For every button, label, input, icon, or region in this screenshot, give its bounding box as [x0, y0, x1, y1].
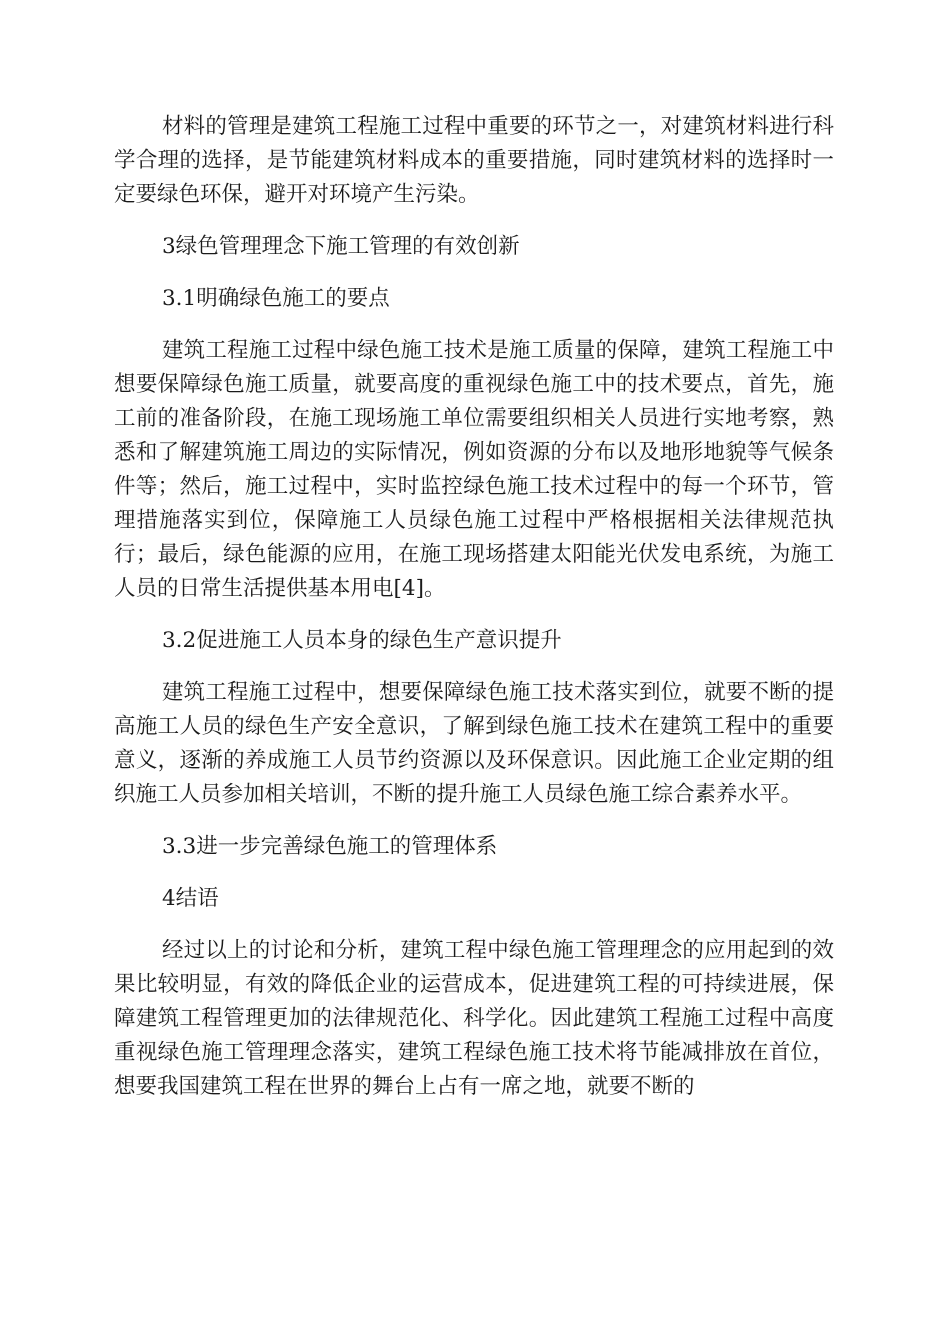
section-heading-4: 4结语 — [162, 886, 219, 911]
paragraph-green-construction-points: 建筑工程施工过程中绿色施工技术是施工质量的保障，建筑工程施工中想要保障绿色施工质量，就要高度的重视绿色施工中的技术要点，首先，施工前的准备阶段，在施工现场施工单位需要组织相关人员进行实地考察，熟悉和了解建筑施工周边的实际情况，例如资源的分布以及地形地貌等气候条件等；然后，施工过程中，实时监控绿色施工技术过程中的每一个环节，管理措施落实到位，保障施工人员绿色施工过程中严格根据相关法律规范执行；最后，绿色能源的应用，在施工现场搭建太阳能光伏发电系统，为施工人员的日常生活提供基本用电[4]。 — [114, 338, 834, 601]
subsection-heading-3-2: 3.2促进施工人员本身的绿色生产意识提升 — [162, 628, 562, 653]
subsection-heading-3-1: 3.1明确绿色施工的要点 — [162, 286, 390, 311]
paragraph-worker-awareness: 建筑工程施工过程中，想要保障绿色施工技术落实到位，就要不断的提高施工人员的绿色生产安全意识，了解到绿色施工技术在建筑工程中的重要意义，逐渐的养成施工人员节约资源以及环保意识。因此施工企业定期的组织施工人员参加相关培训，不断的提升施工人员绿色施工综合素养水平。 — [114, 680, 834, 807]
document-body — [114, 110, 834, 1122]
paragraph-conclusion: 经过以上的讨论和分析，建筑工程中绿色施工管理理念的应用起到的效果比较明显，有效的降低企业的运营成本，促进建筑工程的可持续进展，保障建筑工程管理更加的法律规范化、科学化。因此建筑工程施工过程中高度重视绿色施工管理理念落实，建筑工程绿色施工技术将节能减排放在首位，想要我国建筑工程在世界的舞台上占有一席之地，就要不断的 — [114, 938, 834, 1099]
subsection-heading-3-3: 3.3进一步完善绿色施工的管理体系 — [162, 834, 498, 859]
section-heading-3: 3绿色管理理念下施工管理的有效创新 — [162, 234, 520, 259]
paragraph-materials: 材料的管理是建筑工程施工过程中重要的环节之一，对建筑材料进行科学合理的选择，是节能建筑材料成本的重要措施，同时建筑材料的选择时一定要绿色环保，避开对环境产生污染。 — [114, 114, 834, 207]
